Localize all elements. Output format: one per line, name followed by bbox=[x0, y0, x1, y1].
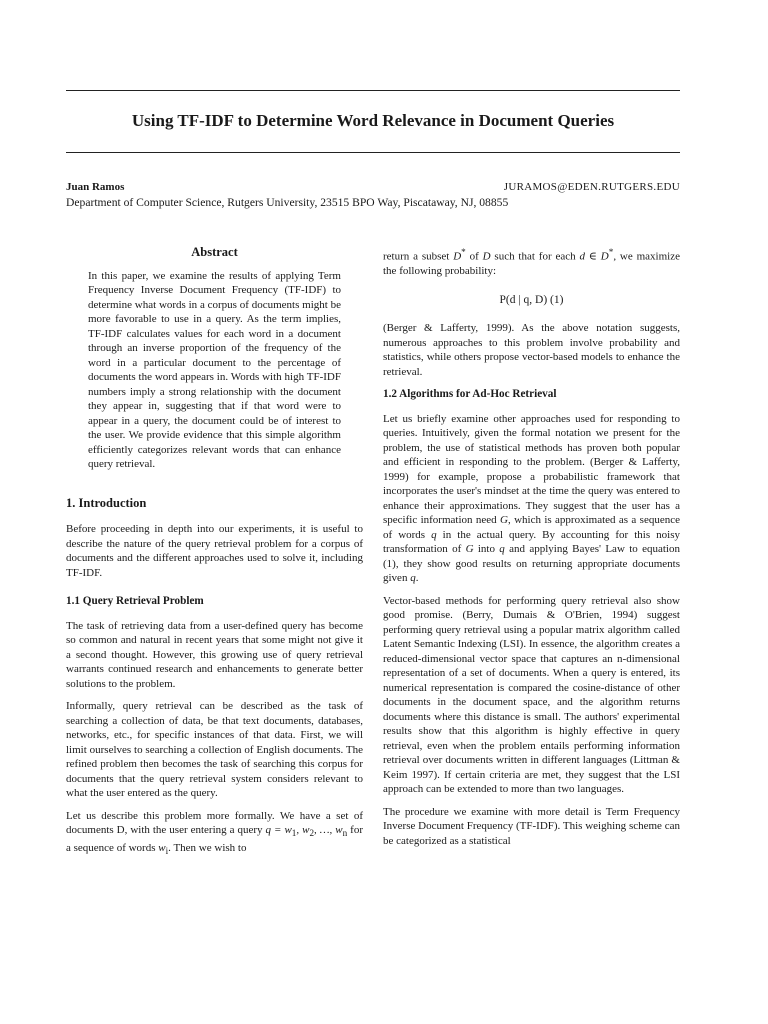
subsection-heading-query-retrieval: 1.1 Query Retrieval Problem bbox=[66, 595, 204, 607]
query-retrieval-paragraph-2: Informally, query retrieval can be described as the task of searching a collection of data, be that text documents, databases, networks, etc., for specific instances of that data. First, we will limit ourselves to searching a collection of English documents. The refined problem then becomes the task of searching this corpus for documents that the query retrieval system considers relevant to what the user entered as the query. bbox=[66, 700, 363, 799]
bottom-rule bbox=[66, 152, 680, 153]
author-email[interactable]: JURAMOS@EDEN.RUTGERS.EDU bbox=[503, 181, 680, 193]
query-retrieval-paragraph-1: The task of retrieving data from a user-defined query has become so common and natural in recent years that some might not give it a second thought. However, this growing use of query retrieval warrants continued research and enhancements to generate better solutions to the problem. bbox=[66, 619, 363, 690]
introduction-paragraph: Before proceeding in depth into our experiments, it is useful to describe the nature of the query retrieval problem for a corpus of documents and the different approaches used to solve it, including TF-IDF. bbox=[66, 523, 363, 579]
ad-hoc-paragraph-1: Let us briefly examine other approaches used for responding to queries. Intuitively, given the formal notation we present for the problem, the use of statistical methods has proven both popular and efficient in responding to the problem. (Berger & Lafferty, 1999) for example, propose a probabilistic framework that incorporates the user's mindset at the time the query was entered to enhance their approximations. They suggest that the user has a specific information need G, which is approximated as a sequence of words q in the actual query. By accounting for this noisy transformation of G into q and applying Bayes' Law to equation (1), they show good results on returning appropriate documents given q. bbox=[383, 412, 680, 585]
ad-hoc-paragraph-2: Vector-based methods for performing query retrieval also show good promise. (Berry, Dumais & O'Brien, 1994) suggest performing query retrieval using a popular matrix algorithm called Latent Semantic Indexing (LSI). In essence, the algorithm creates a reduced-dimensional vector space that captures an n-dimensional representation of a set of documents. When a query is entered, its numerical representation is compared the cosine-distance of other documents in the document space, and the algorithm returns documents where this distance is small. The authors' experimental results show that this algorithm is highly effective in query retrieval, even when the problem entails performing information retrieval over documents written in different languages (Littman & Keim 1997). If certain criteria are met, they suggest that the LSI approach can be extended to more than two languages. bbox=[383, 594, 680, 796]
subsection-heading-ad-hoc-retrieval: 1.2 Algorithms for Ad-Hoc Retrieval bbox=[383, 388, 557, 401]
abstract-heading: Abstract bbox=[191, 245, 238, 259]
maximize-paragraph: return a subset D* of D such that for each d ∈ D*, we maximize the following probability: bbox=[383, 247, 680, 278]
left-column bbox=[66, 245, 363, 866]
equation-1: P(d | q, D) (1) bbox=[499, 293, 564, 306]
top-rule bbox=[66, 90, 680, 91]
author-name: Juan Ramos bbox=[66, 181, 125, 193]
query-retrieval-paragraph-3: Let us describe this problem more formally. We have a set of documents D, with the user entering a query $q = w_1$, $w_2$, …, $w_n$ for a sequence of words $w_i$. Then we wish to bbox=[66, 809, 364, 856]
section-heading-introduction: 1. Introduction bbox=[66, 495, 147, 510]
right-column bbox=[383, 245, 680, 856]
author-row bbox=[66, 181, 680, 193]
author-affiliation: Department of Computer Science, Rutgers University, 23515 BPO Way, Piscataway, NJ, 08855 bbox=[66, 196, 509, 209]
probability-paragraph: (Berger & Lafferty, 1999). As the above notation suggests, numerous approaches to this problem involve probability and statistics, while others propose vector-based models to enhance the retrieval. bbox=[383, 322, 680, 378]
abstract-text: In this paper, we examine the results of applying Term Frequency Inverse Document Frequency (TF-IDF) to determine what words in a corpus of documents might be more favorable to use in a query. As the term implies, TF-IDF calculates values for each word in a document through an inverse proportion of the frequency of the word in a particular document to the percentage of documents the word appears in. Words with high TF-IDF numbers imply a strong relationship with the document they appear in, suggesting that if that word were to appear in a query, the document could be of interest to the user. We provide evidence that this simple algorithm efficiently categorizes relevant words that can enhance query retrieval. bbox=[88, 269, 341, 470]
paper-title: Using TF-IDF to Determine Word Relevance in Document Queries bbox=[131, 111, 615, 130]
ad-hoc-paragraph-3: The procedure we examine with more detail is Term Frequency Inverse Document Frequency (TF-IDF). This weighing scheme can be categorized as a statistical bbox=[383, 805, 680, 847]
